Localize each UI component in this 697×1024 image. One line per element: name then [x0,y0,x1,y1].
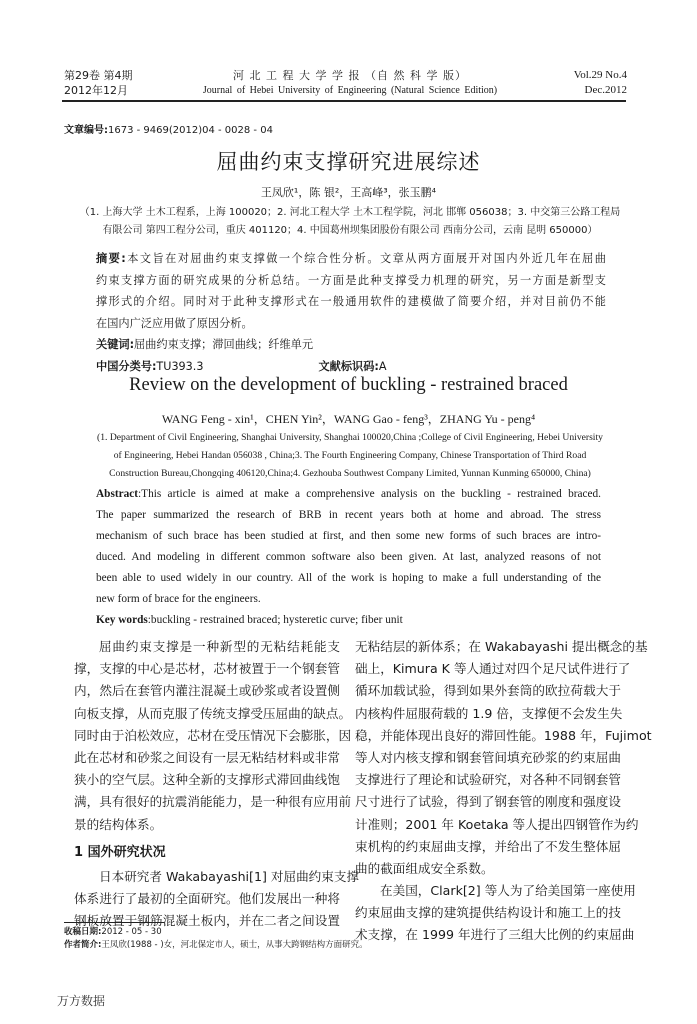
keywords-en-value: :buckling - restrained braced; hysteretic curve; fiber unit [147,614,403,626]
affiliation-line: （1. 上海大学 土木工程系，上海 100020；2. 河北工程大学 土木工程学院，河北 邯郸 056038；3. 中交第三公路工程局 [79,207,621,218]
abstract-en-line: mechanism of such brace has been studied at first, and then some new forms of such braces are intro- [96,530,601,542]
keywords-cn [96,334,606,356]
abstract-en-line: duced. And modeling in different common software also been given. At last, analyzed reasons of not [96,551,601,563]
keywords-en [96,610,601,631]
body-line: 术支撑，在 1999 年进行了三组大比例的约束屈曲 [355,927,635,943]
classification-value: TU393.3 [156,359,204,373]
abstract-cn-line: 在国内广泛应用做了原因分析。 [96,316,253,330]
received-value: 2012 - 05 - 30 [101,927,162,937]
abstract-cn-line: 本文旨在对屈曲约束支撑做一个综合性分析。文章从两方面展开对国内外近几年在屈曲 [125,252,606,265]
body-line: 内核构件屈服荷载的 1.9 倍，支撑便不会发生失 [355,705,623,721]
affiliation-line: Construction Bureau,Chongqing 406120,China;4. Gezhouba Southwest Company Limited, Yunnan Kunming 650000, China) [109,468,591,479]
body-line: 无粘结层的新体系；在 Wakabayashi 提出概念的基 [355,639,648,654]
abstract-en-line: been able to used widely in our country. All of the work is hoping to make a full understanding of the [96,572,601,584]
body-line: 体系进行了最初的全面研究。他们发展出一种将 [74,890,340,906]
classification [96,356,606,378]
abstract-cn-line: 撑形式的介绍。同时对于此种支撑形式在一般通用软件的建模做了简要介绍，并对目前仍不能 [96,295,606,308]
keywords-cn-label: 关键词: [96,338,135,351]
body-line: 尺寸进行了试验，得到了钢套管的刚度和强度设 [355,794,621,810]
affiliations-cn [60,204,640,240]
keywords-en-label: Key words [96,614,148,626]
abstract-en-line: new form of brace for the engineers. [96,593,261,605]
date-cn: 2012年12月 [64,84,128,97]
affiliations-en [60,429,640,483]
authors-en: WANG Feng - xin¹，CHEN Yin²，WANG Gao - feng³，ZHANG Yu - peng⁴ [161,412,536,426]
body-line: 日本研究者 Wakabayashi[1] 对屈曲约束支撑 [99,868,360,884]
journal-name [190,68,510,98]
body-line: 景的结构体系。 [74,816,163,832]
body-line: 满，具有很好的抗震消能能力，是一种很有应用前 [74,794,352,810]
body-line: 狭小的空气层。这种全新的支撑形式滞回曲线饱 [74,772,340,788]
doc-code-label: 文献标识码: [318,359,379,373]
volume-cn: 第29卷 第4期 [64,69,133,82]
body-line: 内，然后在套管内灌注混凝土或砂浆或者设置侧 [74,683,340,699]
body-line: 支撑进行了理论和试验研究，对各种不同钢套管 [355,772,621,788]
body-line: 撑，支撑的中心是芯材，芯材被置于一个钢套管 [74,661,340,677]
journal-name-cn: 河 北 工 程 大 学 学 报 （自 然 科 学 版） [233,69,467,82]
title-cn: 屈曲约束支撑研究进展综述 [216,150,481,174]
received-label: 收稿日期: [64,927,102,937]
affiliation-line: 有限公司 第四工程分公司，重庆 401120；4. 中国葛州坝集团股份有限公司 西南分公司，云南 昆明 650000） [102,225,598,236]
volume-en: Vol.29 No.4 [573,69,627,81]
journal-name-en: Journal of Hebei University of Engineering (Natural Science Edition) [202,85,498,96]
article-number-value: 1673 - 9469(2012)04 - 0028 - 04 [108,125,273,136]
body-line: 曲的截面组成安全系数。 [355,860,494,876]
journal-volume-en [574,68,627,98]
abstract-en-line: :This article is aimed at make a comprehensive analysis on the buckling - restrained braced. [138,488,601,500]
affiliation-line: of Engineering, Hebei Handan 056038 , China;3. The Fourth Engineering Company, Chinese Transportation of Third Road [113,450,587,461]
watermark-wanfang: 万方数据 [57,994,106,1008]
affiliation-line: (1. Department of Civil Engineering, Shanghai University, Shanghai 100020,China ;College of Civil Engineering, Hebei University [97,432,603,443]
body-line: 屈曲约束支撑是一种新型的无粘结耗能支 [99,639,340,654]
body-line: 此在芯材和砂浆之间设有一层无粘结材料或非常 [74,749,340,765]
body-right-column [355,636,652,947]
journal-volume-cn [64,68,133,98]
author-bio-label: 作者简介: [64,940,102,950]
title-en: Review on the development of buckling - restrained braced [129,375,568,395]
header-rule [62,100,626,102]
keywords-cn-value: 屈曲约束支撑；滞回曲线；纤维单元 [134,338,314,351]
abstract-cn-line: 约束支撑方面的研究成果的分析总结。一方面是此种支撑受力机理的研究，另一方面是新型支 [96,273,606,287]
body-line: 等人对内核支撑和钢套管间填充砂浆的约束屈曲 [355,749,621,765]
body-line: 础上，Kimura K 等人通过对四个足尺试件进行了 [355,661,631,677]
body-line: 约束屈曲支撑的建筑提供结构设计和施工上的技 [355,905,621,921]
section-heading: 1 国外研究状况 [74,844,166,860]
date-en: Dec.2012 [584,84,627,96]
body-line: 循环加载试验，得到如果外套筒的欧拉荷载大于 [355,683,621,699]
authors-cn: 王凤欣¹，陈 银²，王高峰³，张玉鹏⁴ [260,186,437,199]
classification-label: 中国分类号: [96,359,157,373]
body-line: 钢板放置于钢筋混凝土板内，并在二者之间设置 [74,913,340,929]
body-line: 稳，并能体现出良好的滞回性能。1988 年，Fujimot [355,727,652,743]
author-bio-value: 王凤欣(1988 - )女，河北保定市人，硕士，从事大跨钢结构方面研究。 [101,940,368,950]
body-line: 束机构的约束屈曲支撑，并给出了不发生整体屈 [355,838,621,854]
footnote-rule [64,922,164,923]
doc-code-value: A [378,359,387,373]
body-line: 在美国，Clark[2] 等人为了给美国第一座使用 [380,883,636,899]
article-number-label: 文章编号: [64,125,108,136]
body-line: 计准则；2001 年 Koetaka 等人提出四钢管作为约 [355,816,639,832]
body-line: 同时由于泊松效应，芯材在受压情况下会膨胀，因 [74,727,352,743]
abstract-cn-label: 摘要: [96,252,126,265]
abstract-en-line: The paper summarized the research of BRB in recent years both at home and abroad. The stress [96,509,601,521]
abstract-en-label: Abstract [96,488,139,500]
footnote [64,926,368,952]
abstract-cn [96,248,606,377]
body-line: 向板支撑，从而克服了传统支撑受压屈曲的缺点。 [74,705,352,721]
article-number [64,121,273,136]
abstract-en [96,484,601,631]
body-left-column [74,636,360,932]
